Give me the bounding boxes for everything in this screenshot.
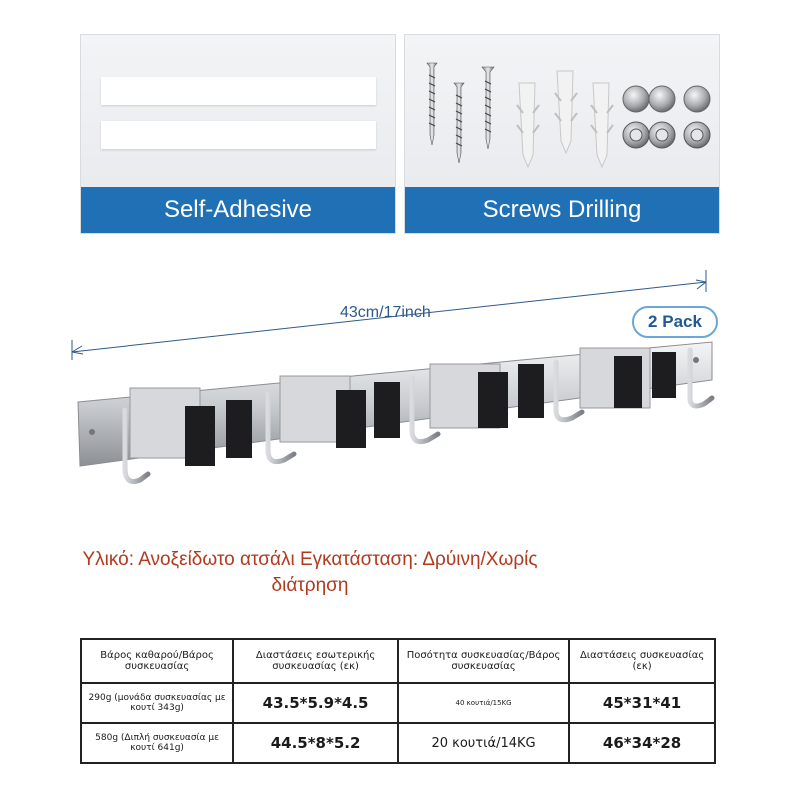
table-cell: 43.5*5.9*4.5 [233,683,398,723]
wall-anchor-icon [517,83,539,167]
column-header: Βάρος καθαρού/Βάρος συσκευασίας [81,639,233,683]
table-cell: 20 κουτιά/14KG [398,723,569,763]
washer-icon [623,122,710,148]
screws-drilling-panel [404,34,720,234]
wall-anchor-icon [591,83,613,167]
self-adhesive-panel [80,34,396,234]
dimension-label: 43cm/17inch [340,304,431,321]
table-cell: 290g (μονάδα συσκευασίας με κουτί 343g) [81,683,233,723]
table-row [81,683,715,723]
clamp-icon [580,348,676,408]
wall-anchor-icon [555,71,577,153]
specification-table [80,638,716,764]
table-cell: 40 κουτιά/15KG [398,683,569,723]
mop-holder-rack [0,260,800,500]
clamp-icon [280,376,400,448]
screw-icon [482,67,494,149]
adhesive-strip [101,77,376,105]
screw-cap-icon [623,86,710,112]
table-cell: 45*31*41 [569,683,715,723]
column-header: Διαστάσεις συσκευασίας (εκ) [569,639,715,683]
screw-icon [454,83,464,163]
self-adhesive-label: Self-Adhesive [81,187,395,233]
table-cell: 44.5*8*5.2 [233,723,398,763]
material-line: διάτρηση [271,575,349,596]
table-row [81,723,715,763]
table-header-row [81,639,715,683]
table-cell: 580g (Διπλή συσκευασία με κουτί 641g) [81,723,233,763]
hardware-illustration [405,35,721,189]
table-cell: 46*34*28 [569,723,715,763]
column-header: Διαστάσεις εσωτερικής συσκευασίας (εκ) [233,639,398,683]
screws-drilling-label: Screws Drilling [405,187,719,233]
material-description [0,547,620,599]
clamp-icon [430,364,544,428]
adhesive-strip [101,121,376,149]
pack-badge: 2 Pack [632,306,718,338]
screw-icon [427,63,437,145]
material-line: Υλικό: Ανοξείδωτο ατσάλι Εγκατάσταση: Δρύινη/Χωρίς [82,549,538,570]
column-header: Ποσότητα συσκευασίας/Βάρος συσκευασίας [398,639,569,683]
